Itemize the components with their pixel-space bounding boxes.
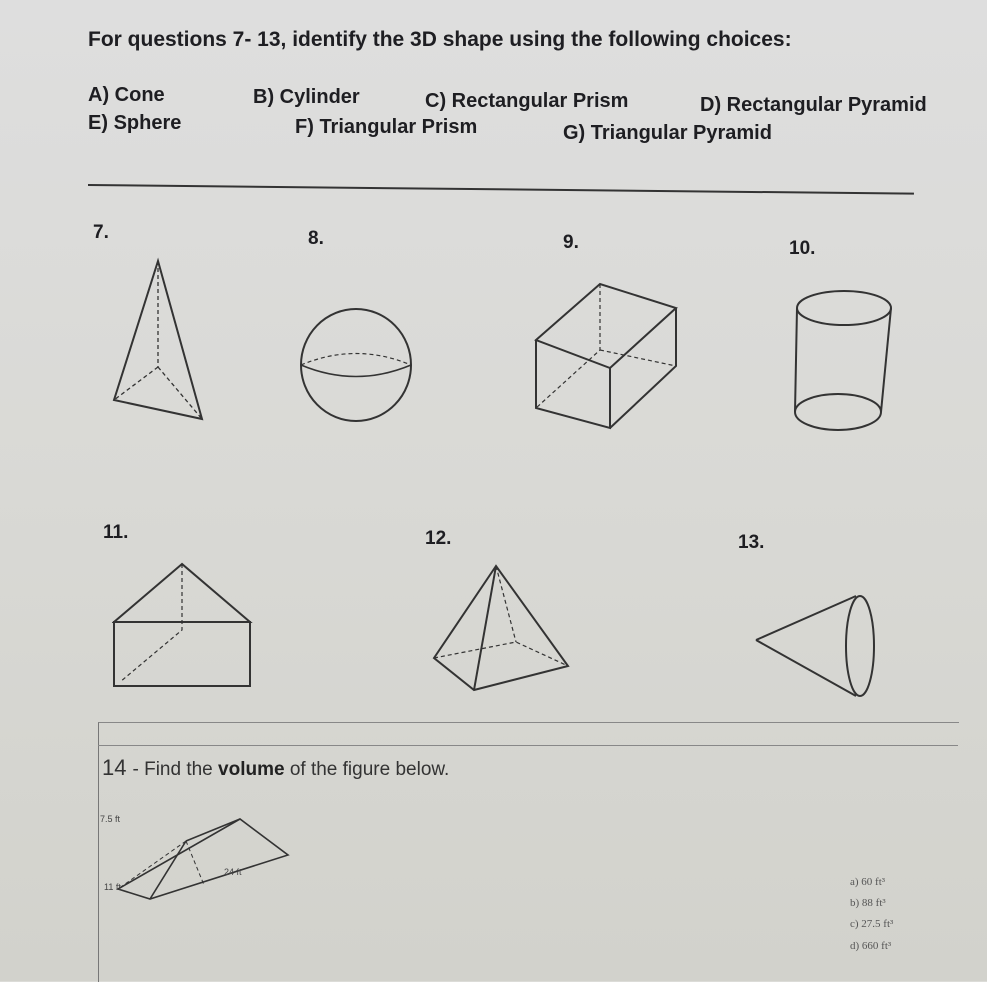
cone-figure	[752, 588, 882, 706]
choice-e: E) Sphere	[88, 112, 182, 134]
choice-g: G) Triangular Pyramid	[563, 122, 772, 144]
choice-c: C) Rectangular Prism	[425, 90, 629, 112]
question-7-number: 7.	[93, 222, 109, 243]
question-12-number: 12.	[425, 528, 452, 549]
dimension-height: 7.5 ft	[100, 814, 121, 824]
question-14-prompt: 14 - Find the volume of the figure below.	[102, 755, 450, 780]
question-13-number: 13.	[738, 532, 765, 553]
instructions-heading: For questions 7- 13, identify the 3D shape using the following choices:	[88, 28, 792, 51]
question-10-number: 10.	[789, 238, 816, 259]
question-9-number: 9.	[563, 232, 579, 253]
question-11-number: 11.	[103, 522, 129, 543]
answer-option-c: c) 27.5 ft³	[850, 918, 894, 930]
sphere-figure	[296, 306, 416, 424]
choice-a: A) Cone	[88, 84, 165, 106]
triangular-pyramid-figure	[110, 255, 210, 425]
question-14-divider	[98, 745, 958, 746]
rectangular-pyramid-figure	[428, 562, 573, 697]
dimension-length: 24 ft	[224, 867, 242, 877]
choice-f: F) Triangular Prism	[295, 116, 478, 138]
divider-line	[88, 184, 914, 195]
choice-d: D) Rectangular Pyramid	[700, 94, 927, 116]
pyramid-volume-figure	[104, 815, 294, 910]
choice-b: B) Cylinder	[253, 86, 360, 108]
dimension-width: 11 ft	[104, 882, 121, 892]
question-14-number: 14	[102, 755, 127, 780]
answer-option-d: d) 660 ft³	[850, 940, 892, 952]
answer-option-b: b) 88 ft³	[850, 897, 886, 909]
rectangular-prism-figure	[532, 280, 682, 435]
answer-option-a: a) 60 ft³	[850, 876, 886, 888]
question-8-number: 8.	[308, 228, 324, 249]
cylinder-figure	[793, 288, 895, 436]
triangular-prism-figure	[112, 560, 254, 690]
